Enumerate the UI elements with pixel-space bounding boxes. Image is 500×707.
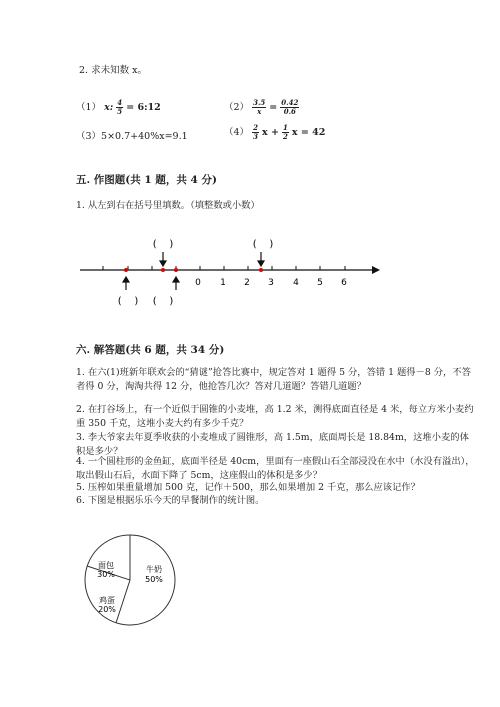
pie-value-egg: 20% (98, 605, 116, 614)
number-line-ticks (103, 266, 345, 270)
eq1-frac-num: 4 (117, 98, 123, 107)
section-title-solve: 2. 求未知数 x。 (79, 65, 147, 76)
breakfast-pie-chart (80, 530, 180, 630)
eq4-f1-num: 2 (253, 123, 258, 132)
eq1-lhs: x: (104, 102, 114, 113)
eq4-rhs: x = 42 (291, 127, 326, 138)
number-label-4: 4 (293, 278, 299, 288)
eq4-f2-num: 1 (282, 123, 288, 132)
pie-label-milk: 牛奶 (146, 565, 162, 574)
eq4-mid: x + (261, 127, 279, 138)
equation-4 (224, 124, 325, 141)
pie-label-bread: 面包 (98, 561, 114, 570)
solution-question-1: 1. 在六(1)班新年联欢会的“猜谜”抢答比赛中，规定答对 1 题得 5 分，答错 1 题得－8 分，不答者得 0 分，淘淘共得 12 分，他抢答几次？答对几道题？答错几道题？ (76, 367, 471, 392)
pie-value-milk: 50% (145, 575, 163, 584)
eq2-frac2-num: 0.42 (281, 98, 299, 107)
number-label-1: 1 (220, 278, 226, 288)
answer-blank-bottom-2: ( ) (152, 296, 174, 307)
eq2-frac1-num: 3.5 (253, 98, 266, 107)
solution-question-2: 2. 在打谷场上，有一个近似于圆锥的小麦堆，高 1.2 米，测得底面直径是 4 米，每立方米小麦约重 350 千克，这堆小麦大约有多少千克？ (76, 404, 474, 429)
solution-question-5: 5. 压榨如果重量增加 500 克，记作＋500，那么如果增加 2 千克，那么应该记作？ (76, 482, 420, 493)
number-line-point (124, 268, 128, 272)
number-label-6: 6 (341, 278, 347, 288)
eq3-label: （3） (76, 131, 102, 142)
eq4-f1-den: 3 (253, 132, 258, 141)
solution-question-6: 6. 下图是根据乐乐今天的早餐制作的统计图。 (76, 495, 265, 506)
answer-blank-top-2: ( ) (252, 239, 274, 250)
drawing-question-1: 1. 从左到右在括号里填数。（填整数或小数） (76, 200, 260, 211)
eq1-frac-den: 5 (117, 107, 123, 116)
answer-blank-top-1: ( ) (152, 239, 174, 250)
number-line-arrowhead (372, 266, 380, 274)
number-line-point (174, 268, 178, 272)
eq2-label: （2） (224, 102, 250, 113)
eq1-label: （1） (76, 102, 102, 113)
equation-3 (76, 128, 188, 142)
section-title-drawing: 五. 作图题(共 1 题，共 4 分) (76, 174, 217, 186)
solution-question-4: 4. 一个圆柱形的金鱼缸，底面半径是 40cm，里面有一座假山石全部浸没在水中（水没有溢出），取出假山石后，水面下降了 5cm，这座假山的体积是多少？ (76, 456, 475, 481)
eq3-text: 5×0.7+40%x=9.1 (101, 131, 188, 142)
number-label-5: 5 (317, 278, 323, 288)
eq2-equals: = (269, 102, 278, 113)
number-label-0: 0 (195, 278, 201, 288)
eq4-label: （4） (224, 127, 250, 138)
pie-value-bread: 30% (97, 570, 115, 579)
solution-question-3: 3. 李大爷家去年夏季收获的小麦堆成了圆锥形，高 1.5m，底面周长是 18.84m，这堆小麦的体积是多少？ (76, 432, 469, 457)
pie-label-egg: 鸡蛋 (99, 596, 115, 605)
section-title-solutions: 六. 解答题(共 6 题，共 34 分) (76, 344, 225, 356)
number-line-point (259, 268, 263, 272)
answer-blank-bottom-1: ( ) (117, 296, 139, 307)
number-line-figure (0, 230, 500, 310)
eq4-f2-den: 2 (282, 132, 288, 141)
eq2-frac1-den: x (257, 107, 262, 116)
number-label-2: 2 (244, 278, 250, 288)
number-label-3: 3 (268, 278, 274, 288)
equation-1 (76, 99, 161, 116)
eq1-rhs: = 6:12 (126, 102, 161, 113)
equation-2 (224, 99, 299, 116)
eq2-frac2-den: 0.6 (283, 107, 296, 116)
number-line-point (161, 268, 165, 272)
